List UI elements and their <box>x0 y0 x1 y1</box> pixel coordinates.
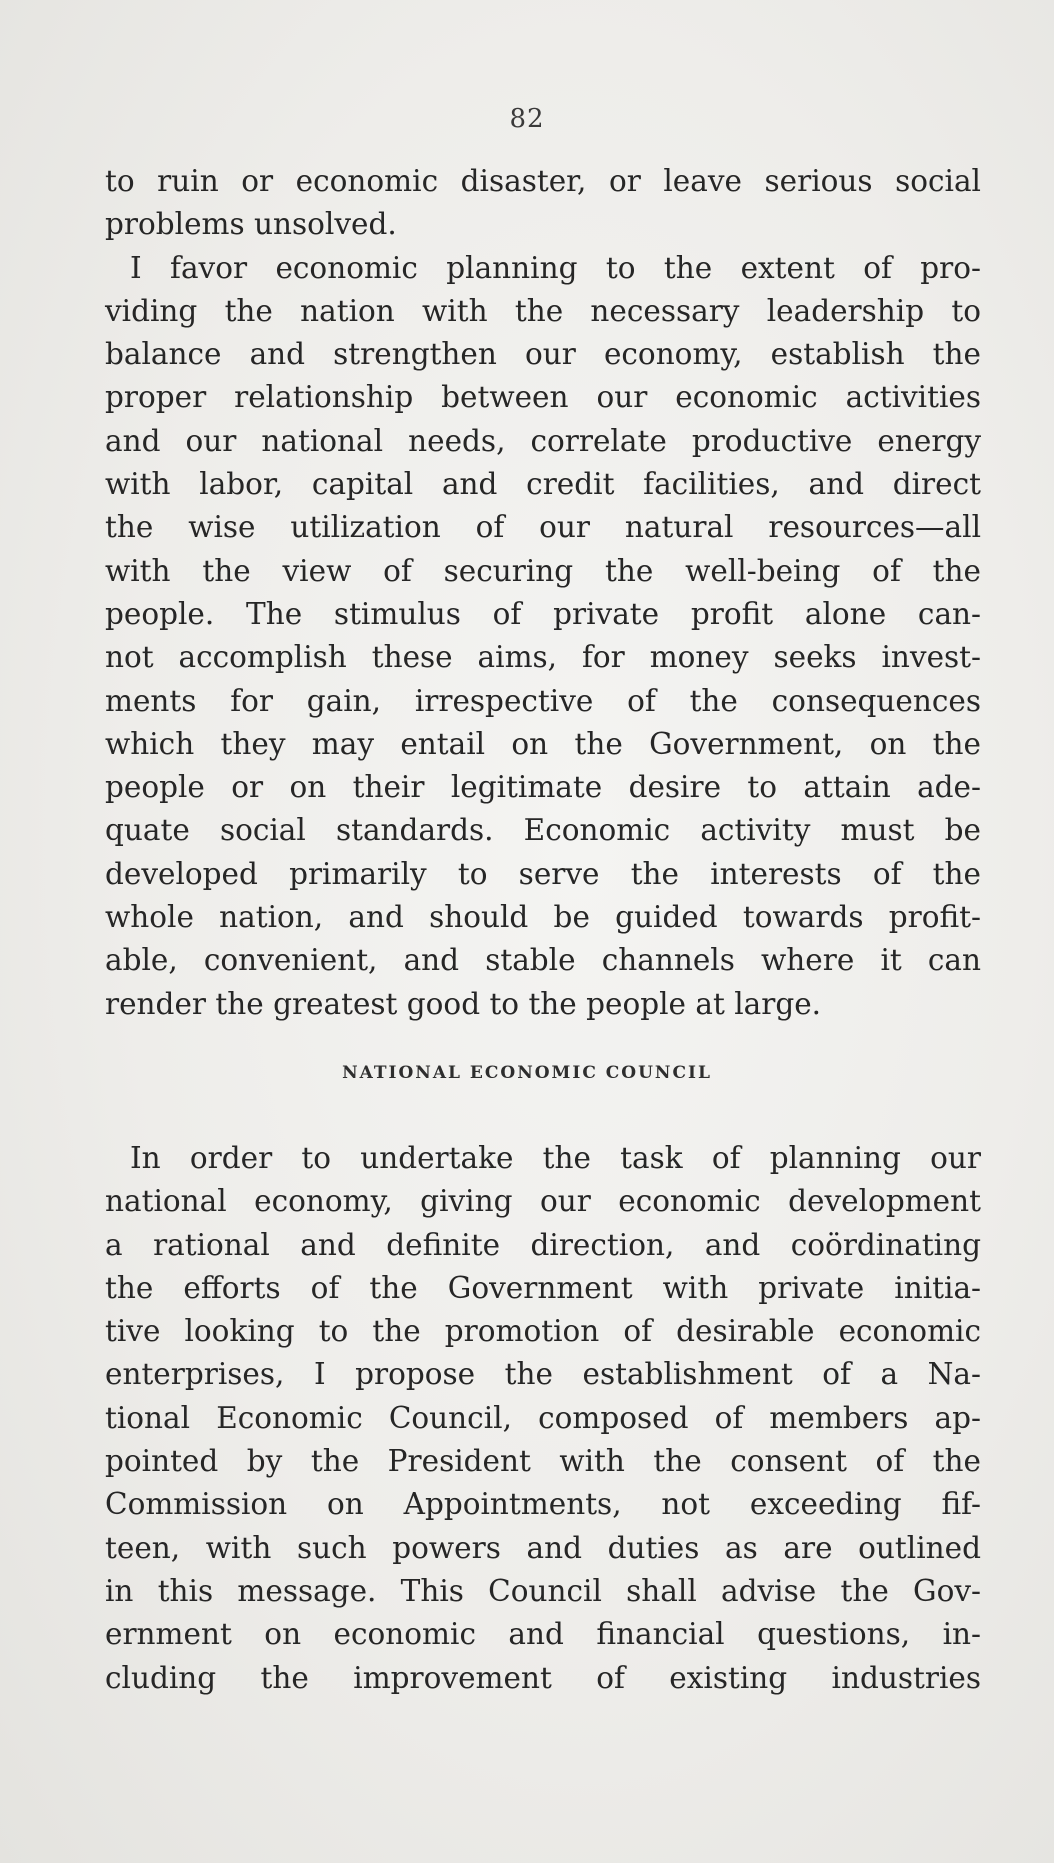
text-line: ernment on economic and financial questions, in- <box>105 1617 981 1652</box>
section-heading: NATIONAL ECONOMIC COUNCIL <box>342 1063 712 1083</box>
text-line: not accomplish these aims, for money seeks invest- <box>105 640 981 675</box>
text-line: able, convenient, and stable channels where it can <box>105 943 981 978</box>
text-line: tive looking to the promotion of desirable economic <box>105 1314 981 1349</box>
text-line: a rational and definite direction, and coördinating <box>105 1227 981 1262</box>
text-line: in this message. This Council shall advise the Gov- <box>105 1573 981 1608</box>
text-line: pointed by the President with the consent of the <box>105 1444 981 1479</box>
text-line: with the view of securing the well-being of the <box>105 553 981 588</box>
text-line: teen, with such powers and duties as are outlined <box>105 1530 981 1565</box>
text-line: problems unsolved. <box>105 207 397 242</box>
body-text-lower <box>105 1137 981 1700</box>
text-line: developed primarily to serve the interests of the <box>105 856 981 891</box>
text-line: people. The stimulus of private profit alone can- <box>105 596 981 631</box>
text-line: cluding the improvement of existing industries <box>105 1660 981 1695</box>
text-line: whole nation, and should be guided towards profit- <box>105 900 981 935</box>
text-line: viding the nation with the necessary leadership to <box>105 293 981 328</box>
text-line: I favor economic planning to the extent of pro- <box>130 250 981 285</box>
text-line: In order to undertake the task of planning our <box>130 1141 981 1175</box>
text-line: ments for gain, irrespective of the consequences <box>105 683 981 718</box>
text-line: people or on their legitimate desire to attain ade- <box>105 770 981 805</box>
text-line: quate social standards. Economic activity must be <box>105 813 981 848</box>
body-text-upper <box>105 160 981 1026</box>
text-line: which they may entail on the Government, on the <box>105 726 981 761</box>
text-line: balance and strengthen our economy, establish the <box>105 337 981 372</box>
text-line: render the greatest good to the people at large. <box>105 986 822 1021</box>
text-line: tional Economic Council, composed of members ap- <box>105 1400 981 1435</box>
text-line: with labor, capital and credit facilities, and direct <box>105 467 981 502</box>
text-line: Commission on Appointments, not exceeding fif- <box>105 1487 981 1522</box>
text-line: the efforts of the Government with private initia- <box>105 1270 981 1305</box>
text-line: national economy, giving our economic development <box>105 1184 981 1219</box>
text-line: to ruin or economic disaster, or leave serious social <box>105 164 981 198</box>
text-line: the wise utilization of our natural resources—all <box>105 510 981 545</box>
text-line: and our national needs, correlate productive energy <box>105 423 981 458</box>
text-line: enterprises, I propose the establishment of a Na- <box>105 1357 981 1392</box>
page-number: 82 <box>509 104 545 134</box>
text-line: proper relationship between our economic activities <box>105 380 981 415</box>
